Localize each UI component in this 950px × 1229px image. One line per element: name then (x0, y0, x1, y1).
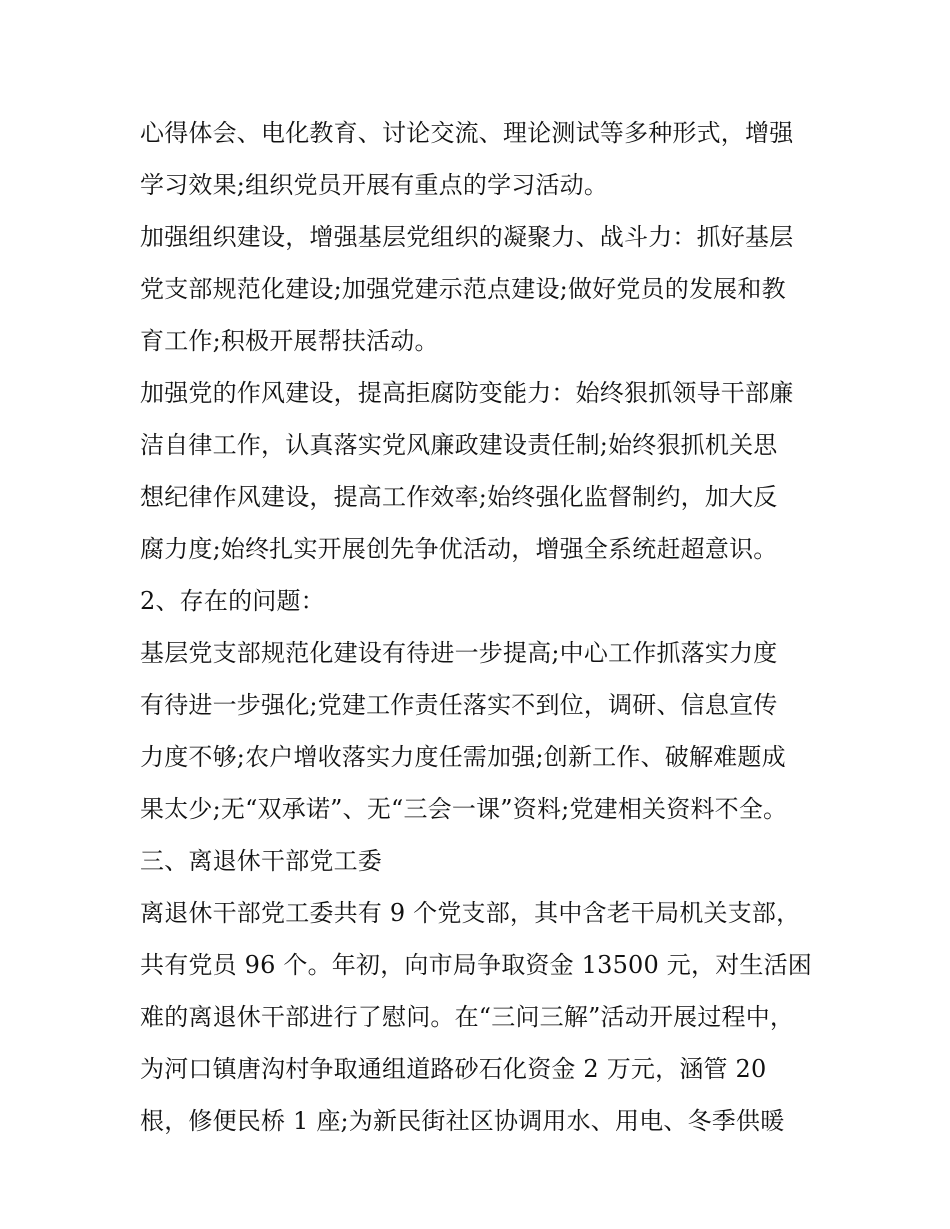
text-line: 难的离退休干部进行了慰问。在“三问三解”活动开展过程中， (140, 1003, 795, 1031)
text-line: 心得体会、电化教育、讨论交流、理论测试等多种形式，增强 (140, 119, 794, 147)
text-line: 离退休干部党工委共有 9 个党支部，其中含老干局机关支部， (140, 899, 801, 927)
section-heading: 三、离退休干部党工委 (140, 847, 382, 875)
text-line: 果太少;无“双承诺”、无“三会一课”资料;党建相关资料不全。 (140, 795, 788, 823)
section-heading: 2、存在的问题： (140, 587, 325, 615)
text-line: 学习效果;组织党员开展有重点的学习活动。 (140, 171, 609, 199)
text-line: 根，修便民桥 1 座;为新民街社区协调用水、用电、冬季供暖 (140, 1107, 785, 1135)
text-line: 育工作;积极开展帮扶活动。 (140, 327, 439, 355)
text-line: 想纪律作风建设，提高工作效率;始终强化监督制约，加大反 (140, 483, 778, 511)
text-line: 有待进一步强化;党建工作责任落实不到位，调研、信息宣传 (140, 691, 778, 719)
text-line: 力度不够;农户增收落实力度任需加强;创新工作、破解难题成 (140, 743, 786, 771)
text-line: 基层党支部规范化建设有待进一步提高;中心工作抓落实力度 (140, 639, 778, 667)
text-line: 腐力度;始终扎实开展创先争优活动，增强全系统赶超意识。 (140, 535, 778, 563)
text-line: 共有党员 96 个。年初，向市局争取资金 13500 元，对生活困 (140, 951, 813, 979)
text-line: 为河口镇唐沟村争取通组道路砂石化资金 2 万元，涵管 20 (140, 1055, 767, 1083)
document-body (140, 107, 820, 1147)
text-line: 党支部规范化建设;加强党建示范点建设;做好党员的发展和教 (140, 275, 786, 303)
text-line: 加强组织建设，增强基层党组织的凝聚力、战斗力：抓好基层 (140, 223, 794, 251)
text-line: 加强党的作风建设，提高拒腐防变能力：始终狠抓领导干部廉 (140, 379, 794, 407)
text-line: 洁自律工作，认真落实党风廉政建设责任制;始终狠抓机关思 (140, 431, 778, 459)
